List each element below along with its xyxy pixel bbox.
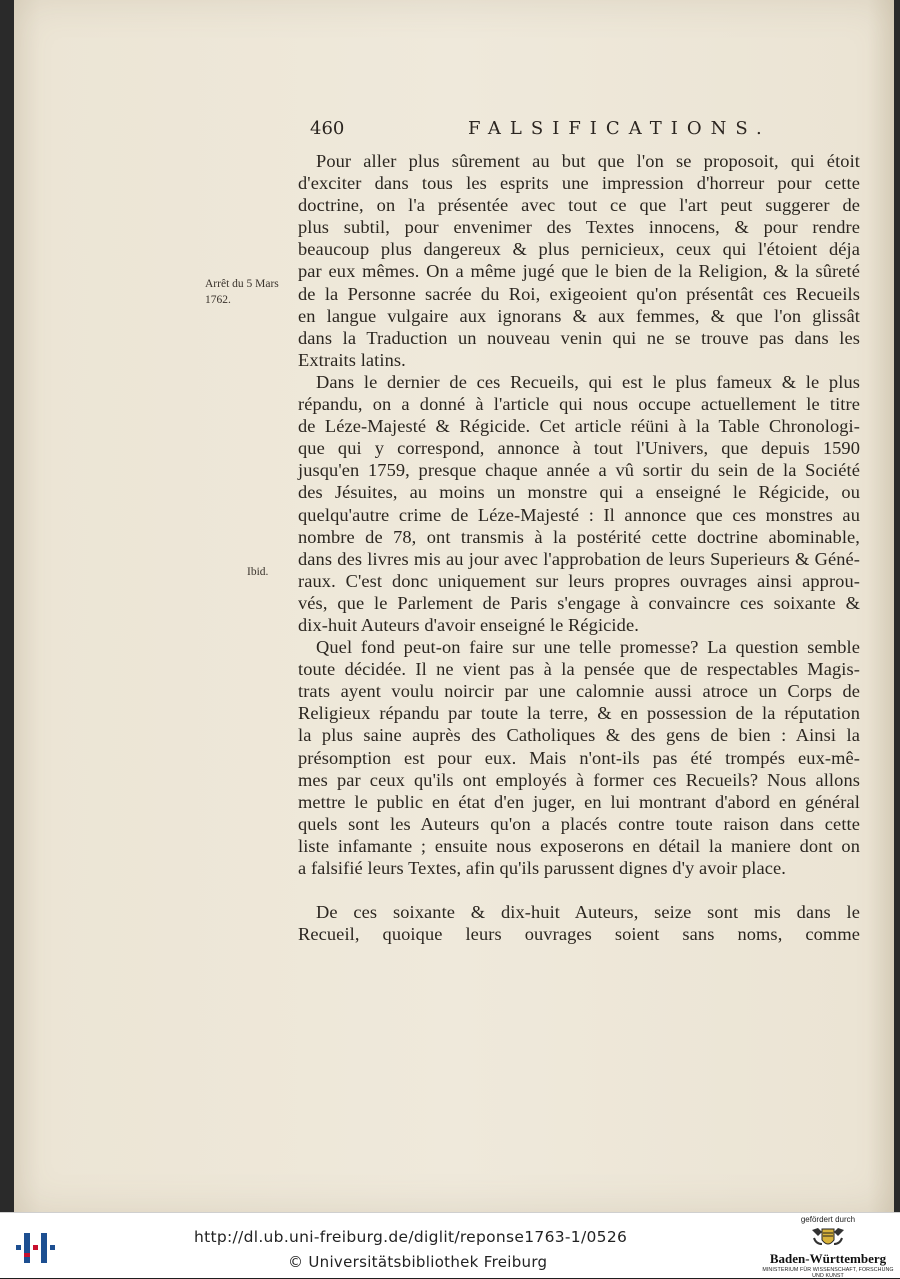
ministry-name: MINISTERIUM FÜR WISSENSCHAFT, FORSCHUNG UND KUNST bbox=[762, 1267, 894, 1279]
text-line: dans la Traduction un nouveau venin qui ne se trouve pas dans les bbox=[298, 327, 860, 348]
funding-label: gefördert durch bbox=[800, 1215, 856, 1224]
text-line: a falsifié leurs Textes, afin qu'ils parussent dignes d'y avoir place. bbox=[298, 858, 786, 878]
paragraph-gap bbox=[298, 879, 860, 901]
text-line: d'exciter dans tous les esprits une impression d'horreur pour cette bbox=[298, 173, 860, 194]
text-line: liste infamante ; ensuite nous exposerons en détail la maniere dont on bbox=[298, 835, 860, 856]
text-line: Religieux répandu par toute la terre, & en possession de la réputation bbox=[298, 703, 860, 724]
text-line: Dans le dernier de ces Recueils, qui est le plus fameux & le plus bbox=[316, 371, 860, 392]
text-line: en langue vulgaire aux ignorans & aux femmes, & que l'on glissât bbox=[298, 305, 860, 326]
text-line: mettre le public en état d'en juger, en lui montrant d'abord en général bbox=[298, 791, 860, 812]
text-line: mes par ceux qu'ils ont employés à former ces Recueils? Nous allons bbox=[298, 769, 860, 790]
margin-note-line: Arrêt du 5 Mars bbox=[205, 278, 279, 290]
text-line: quelqu'autre crime de Léze-Majesté : Il annonce que ces monstres au bbox=[298, 504, 860, 525]
state-name: Baden-Württemberg bbox=[769, 1251, 887, 1266]
text-line: nombre de 78, ont transmis à la postérité cette doctrine abominable, bbox=[298, 526, 860, 547]
copyright-notice: © Universitätsbibliothek Freiburg bbox=[288, 1253, 548, 1271]
text-line: dans des livres mis au jour avec l'approbation de leurs Superieurs & Géné- bbox=[298, 548, 860, 569]
text-line: de Léze-Majesté & Régicide. Cet article réüni à la Table Chronologi- bbox=[298, 416, 860, 437]
permalink-url[interactable]: http://dl.ub.uni-freiburg.de/diglit/reponse1763-1/0526 bbox=[194, 1228, 628, 1246]
text-line: des Jésuites, au moins un monstre qui a enseigné le Régicide, ou bbox=[298, 482, 860, 503]
margin-note-arret bbox=[205, 276, 285, 308]
text-line: Pour aller plus sûrement au but que l'on se proposoit, qui étoit bbox=[316, 151, 860, 171]
text-line: beaucoup plus dangereux & plus pernicieux, ceux qui l'étoient déja bbox=[298, 239, 860, 260]
viewer-footer bbox=[0, 1212, 900, 1278]
text-line: que qui y correspond, annonce à tout l'Univers, que depuis 1590 bbox=[298, 438, 860, 459]
margin-note-ibid: Ibid. bbox=[247, 566, 269, 578]
text-line: plus subtil, pour envenimer des Textes innocens, & pour rendre bbox=[298, 217, 860, 238]
text-line: jusqu'en 1759, presque chaque année a vû sortir du sein de la Société bbox=[298, 460, 860, 481]
university-library-logo-icon bbox=[10, 1223, 58, 1271]
funding-block bbox=[760, 1215, 896, 1279]
text-line: raux. C'est donc uniquement sur leurs propres ouvrages ainsi approu- bbox=[298, 570, 860, 591]
margin-note-line: 1762. bbox=[205, 294, 231, 306]
text-line: trats ayent voulu noircir par une calomnie aussi atroce un Corps de bbox=[298, 681, 860, 702]
body-text bbox=[298, 150, 860, 945]
text-line: quels sont les Auteurs qu'on a placés contre toute raison dans cette bbox=[298, 813, 860, 834]
running-title: FALSIFICATIONS. bbox=[468, 118, 771, 139]
running-head bbox=[310, 118, 880, 144]
page-number: 460 bbox=[310, 118, 345, 139]
text-line: Quel fond peut-on faire sur une telle promesse? La question semble bbox=[316, 637, 860, 658]
text-line: Extraits latins. bbox=[298, 349, 406, 370]
text-line: vés, que le Parlement de Paris s'engage à convaincre ces soixante & bbox=[298, 592, 860, 613]
text-line: la plus saine auprès des Catholiques & des gens de bien : Ainsi la bbox=[298, 725, 860, 746]
text-line: de la Personne sacrée du Roi, exigeoient qu'on présentât ces Recueils bbox=[298, 283, 860, 304]
text-line: par eux mêmes. On a même jugé que le bien de la Religion, & la sûreté bbox=[298, 261, 860, 282]
text-line: répandu, on a donné à l'article qui nous occupe actuellement le titre bbox=[298, 394, 860, 415]
text-line: dix-huit Auteurs d'avoir enseigné le Régicide. bbox=[298, 614, 639, 635]
text-line: De ces soixante & dix-huit Auteurs, seize sont mis dans le bbox=[316, 902, 860, 923]
text-line: Recueil, quoique leurs ouvrages soient sans noms, comme bbox=[298, 924, 860, 945]
text-line: présomption est pour eux. Mais n'ont-ils pas été trompés eux-mê- bbox=[298, 747, 860, 768]
text-line: doctrine, on l'a présentée avec tout ce que l'art peut suggerer de bbox=[298, 195, 860, 216]
coat-of-arms-icon bbox=[808, 1226, 848, 1250]
text-line: toute décidée. Il ne vient pas à la pensée que de respectables Magis- bbox=[298, 659, 860, 680]
